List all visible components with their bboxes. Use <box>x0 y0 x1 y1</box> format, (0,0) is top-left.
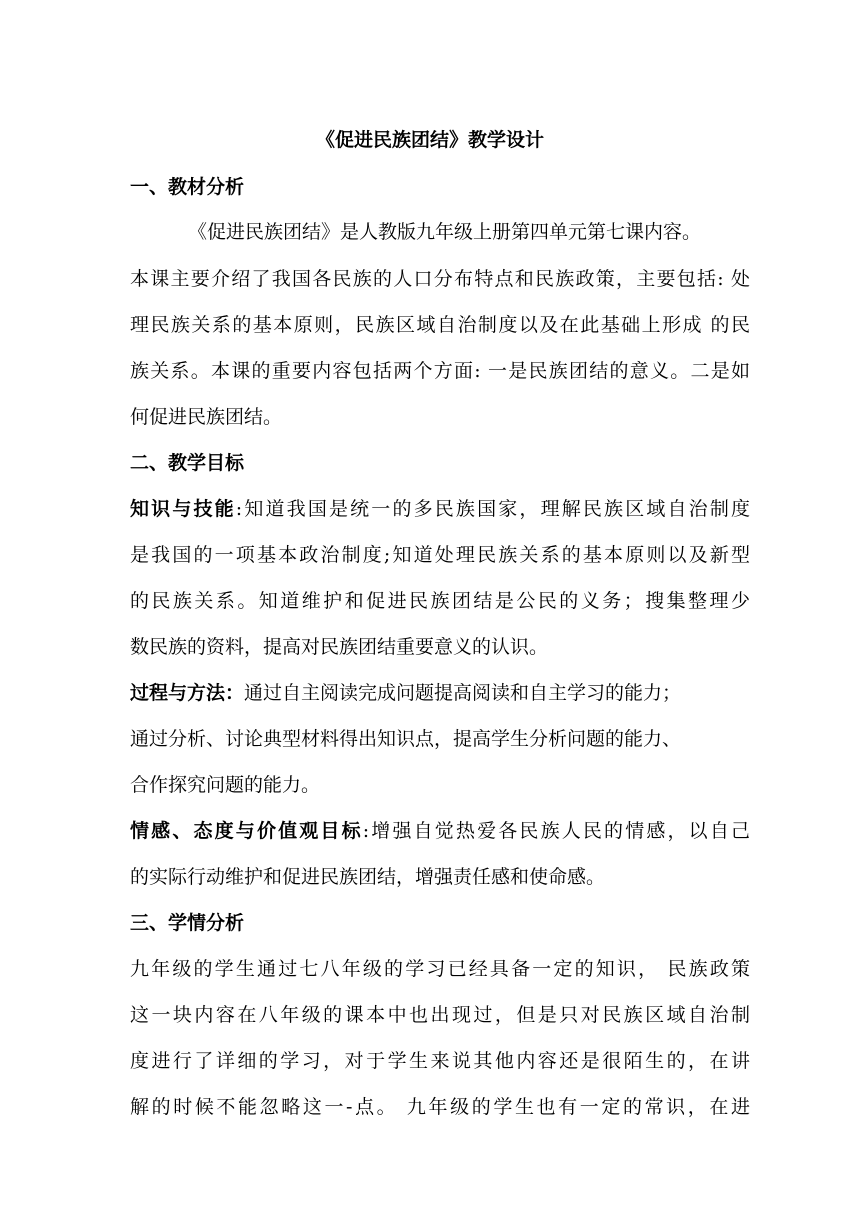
paragraph-line: 数民族的资料，提高对民族团结重要意义的认识。 <box>130 636 549 658</box>
paragraph-line: 九年级的学生通过七八年级的学习已经具备一定的知识， 民族政策 <box>130 958 750 980</box>
section-heading-textbook-analysis: 一、教材分析 <box>130 176 245 198</box>
paragraph-line: 度进行了详细的学习，对于学生来说其他内容还是很陌生的，在讲 <box>130 1050 750 1072</box>
objective-lead-knowledge-skills: 知识与技能 <box>130 498 236 520</box>
objective-emotion-attitude-values-line <box>130 817 750 845</box>
objective-text: :知道我国是统一的多民族国家，理解民族区域自治制度 <box>235 498 750 520</box>
objective-lead-process-method: 过程与方法： <box>130 682 245 704</box>
objective-lead-emotion-attitude-values: 情感、态度与价值观目标 <box>130 820 363 842</box>
paragraph-line: 合作探究问题的能力。 <box>130 774 321 796</box>
section-heading-student-analysis: 三、学情分析 <box>130 912 245 934</box>
section-heading-teaching-objectives: 二、教学目标 <box>130 452 245 474</box>
paragraph-line: 族关系。本课的重要内容包括两个方面: 一是民族团结的意义。二是如 <box>130 360 750 382</box>
objective-text: :增强自觉热爱各民族人民的情感，以自己 <box>362 820 750 842</box>
paragraph-line: 是我国的一项基本政治制度;知道处理民族关系的基本原则以及新型 <box>130 544 750 566</box>
paragraph-line: 通过分析、讨论典型材料得出知识点，提高学生分析问题的能力、 <box>130 728 682 750</box>
objective-knowledge-skills-line <box>130 495 750 523</box>
paragraph-line: 本课主要介绍了我国各民族的人口分布特点和民族政策，主要包括: 处 <box>130 268 750 290</box>
objective-process-method-line <box>130 679 750 707</box>
document-title: 《促进民族团结》教学设计 <box>315 129 544 151</box>
objective-text: 通过自主阅读完成问题提高阅读和自主学习的能力； <box>244 682 682 704</box>
paragraph-line: 这一块内容在八年级的课本中也出现过，但是只对民族区域自治制 <box>130 1004 750 1026</box>
paragraph-line: 何促进民族团结。 <box>130 406 283 428</box>
paragraph-line: 解的时候不能忽略这一-点。 九年级的学生也有一定的常识，在进 <box>130 1096 750 1118</box>
paragraph-line: 理民族关系的基本原则，民族区域自治制度以及在此基础上形成 的民 <box>130 314 750 336</box>
paragraph-line: 的实际行动维护和促进民族团结，增强责任感和使命感。 <box>130 866 606 888</box>
paragraph-line: 的民族关系。知道维护和促进民族团结是公民的义务；搜集整理少 <box>130 590 750 612</box>
paragraph-line: 《促进民族团结》是人教版九年级上册第四单元第七课内容。 <box>188 221 702 243</box>
